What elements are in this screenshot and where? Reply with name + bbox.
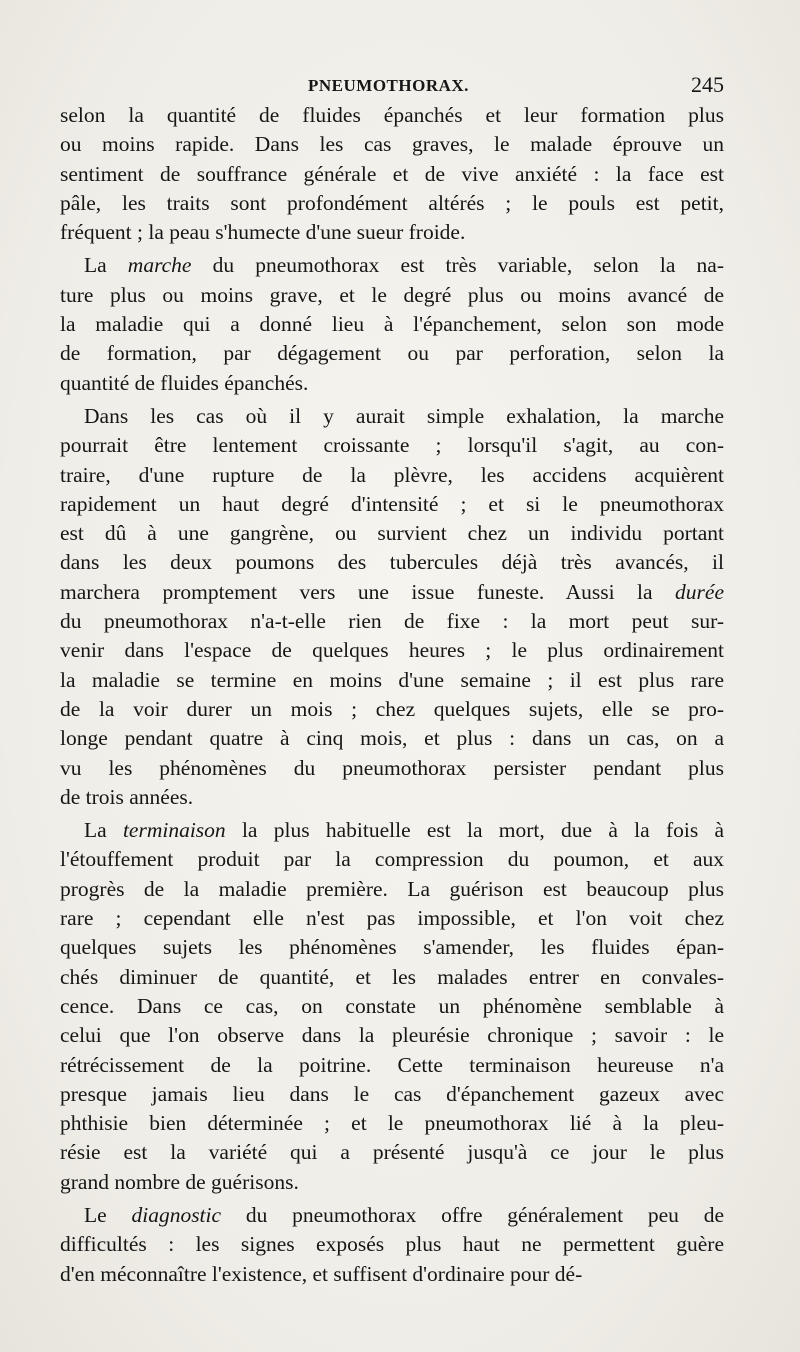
text-line: dans les deux poumons des tubercules déjà très avancés, il xyxy=(60,550,724,575)
text-line: de trois années. xyxy=(60,784,194,809)
text-line: longe pendant quatre à cinq mois, et plus : dans un cas, on a xyxy=(60,726,724,751)
text-run: La xyxy=(84,818,123,843)
text-line: la maladie se termine en moins d'une semaine ; il est plus rare xyxy=(60,667,724,692)
text-line xyxy=(60,816,724,845)
text-line: ou moins rapide. Dans les cas graves, le malade éprouve un xyxy=(60,132,724,157)
text-line: sentiment de souffrance générale et de vive anxiété : la face est xyxy=(60,161,724,186)
italic-term: durée xyxy=(675,579,724,604)
italic-term: diagnostic xyxy=(131,1202,222,1227)
text-run: Le xyxy=(84,1202,132,1227)
text-line: rapidement un haut degré d'intensité ; et si le pneumothorax xyxy=(60,491,724,516)
text-line: Dans les cas où il y aurait simple exhalation, la marche xyxy=(84,403,724,428)
text-line: rétrécissement de la poitrine. Cette terminaison heureuse n'a xyxy=(60,1052,724,1077)
text-line xyxy=(60,578,724,607)
paragraph xyxy=(60,816,724,1197)
text-line: difficultés : les signes exposés plus haut ne permettent guère xyxy=(60,1232,724,1257)
text-line: cence. Dans ce cas, on constate un phénomène semblable à xyxy=(60,993,724,1018)
text-line: pourrait être lentement croissante ; lorsqu'il s'agit, au con- xyxy=(60,433,724,458)
text-line: la maladie qui a donné lieu à l'épanchement, selon son mode xyxy=(60,312,724,337)
body-text xyxy=(60,101,724,1289)
text-line: vu les phénomènes du pneumothorax persister pendant plus xyxy=(60,755,724,780)
text-line: phthisie bien déterminée ; et le pneumothorax lié à la pleu- xyxy=(60,1111,724,1136)
italic-term: marche xyxy=(127,253,192,278)
text-line: progrès de la maladie première. La guérison est beaucoup plus xyxy=(60,876,724,901)
text-run: du pneumothorax offre généralement peu de xyxy=(221,1202,724,1227)
text-line: pâle, les traits sont profondément altérés ; le pouls est petit, xyxy=(60,190,724,215)
text-line: chés diminuer de quantité, et les malades entrer en convales- xyxy=(60,964,724,989)
text-run: marchera promptement vers une issue funeste. Aussi la xyxy=(60,579,676,604)
page-number: 245 xyxy=(691,72,724,97)
paragraph xyxy=(60,1201,724,1289)
text-line: fréquent ; la peau s'humecte d'une sueur froide. xyxy=(60,220,466,245)
paragraph xyxy=(60,101,724,247)
italic-term: terminaison xyxy=(122,818,226,843)
text-line: résie est la variété qui a présenté jusqu'à ce jour le plus xyxy=(60,1140,724,1165)
text-line: traire, d'une rupture de la plèvre, les accidens acquièrent xyxy=(60,462,724,487)
paragraph xyxy=(60,251,724,397)
text-line: du pneumothorax n'a-t-elle rien de fixe : la mort peut sur- xyxy=(60,609,724,634)
text-line: celui que l'on observe dans la pleurésie chronique ; savoir : le xyxy=(60,1023,724,1048)
text-run: la plus habituelle est la mort, due à la fois à xyxy=(225,818,724,843)
text-line: l'étouffement produit par la compression du poumon, et aux xyxy=(60,847,724,872)
text-line: ture plus ou moins grave, et le degré plus ou moins avancé de xyxy=(60,282,724,307)
text-line: quelques sujets les phénomènes s'amender, les fluides épan- xyxy=(60,935,724,960)
text-line: de la voir durer un mois ; chez quelques sujets, elle se pro- xyxy=(60,696,724,721)
text-line: d'en méconnaître l'existence, et suffisent d'ordinaire pour dé- xyxy=(60,1261,583,1286)
text-line: selon la quantité de fluides épanchés et leur formation plus xyxy=(60,103,724,127)
text-run: La xyxy=(84,253,128,278)
paragraph xyxy=(60,402,724,812)
page-header xyxy=(60,72,724,102)
text-line xyxy=(60,1201,724,1230)
text-line: grand nombre de guérisons. xyxy=(60,1169,299,1194)
text-line: presque jamais lieu dans le cas d'épanchement gazeux avec xyxy=(60,1081,724,1106)
text-line: est dû à une gangrène, ou survient chez un individu portant xyxy=(60,521,724,546)
text-line: venir dans l'espace de quelques heures ; le plus ordinairement xyxy=(60,638,724,663)
text-run: du pneumothorax est très variable, selon la na- xyxy=(191,253,724,278)
running-head: PNEUMOTHORAX. xyxy=(308,76,469,95)
text-line: rare ; cependant elle n'est pas impossible, et l'on voit chez xyxy=(60,906,724,931)
text-line: de formation, par dégagement ou par perforation, selon la xyxy=(60,341,724,366)
text-line xyxy=(60,251,724,280)
text-line: quantité de fluides épanchés. xyxy=(60,370,309,395)
